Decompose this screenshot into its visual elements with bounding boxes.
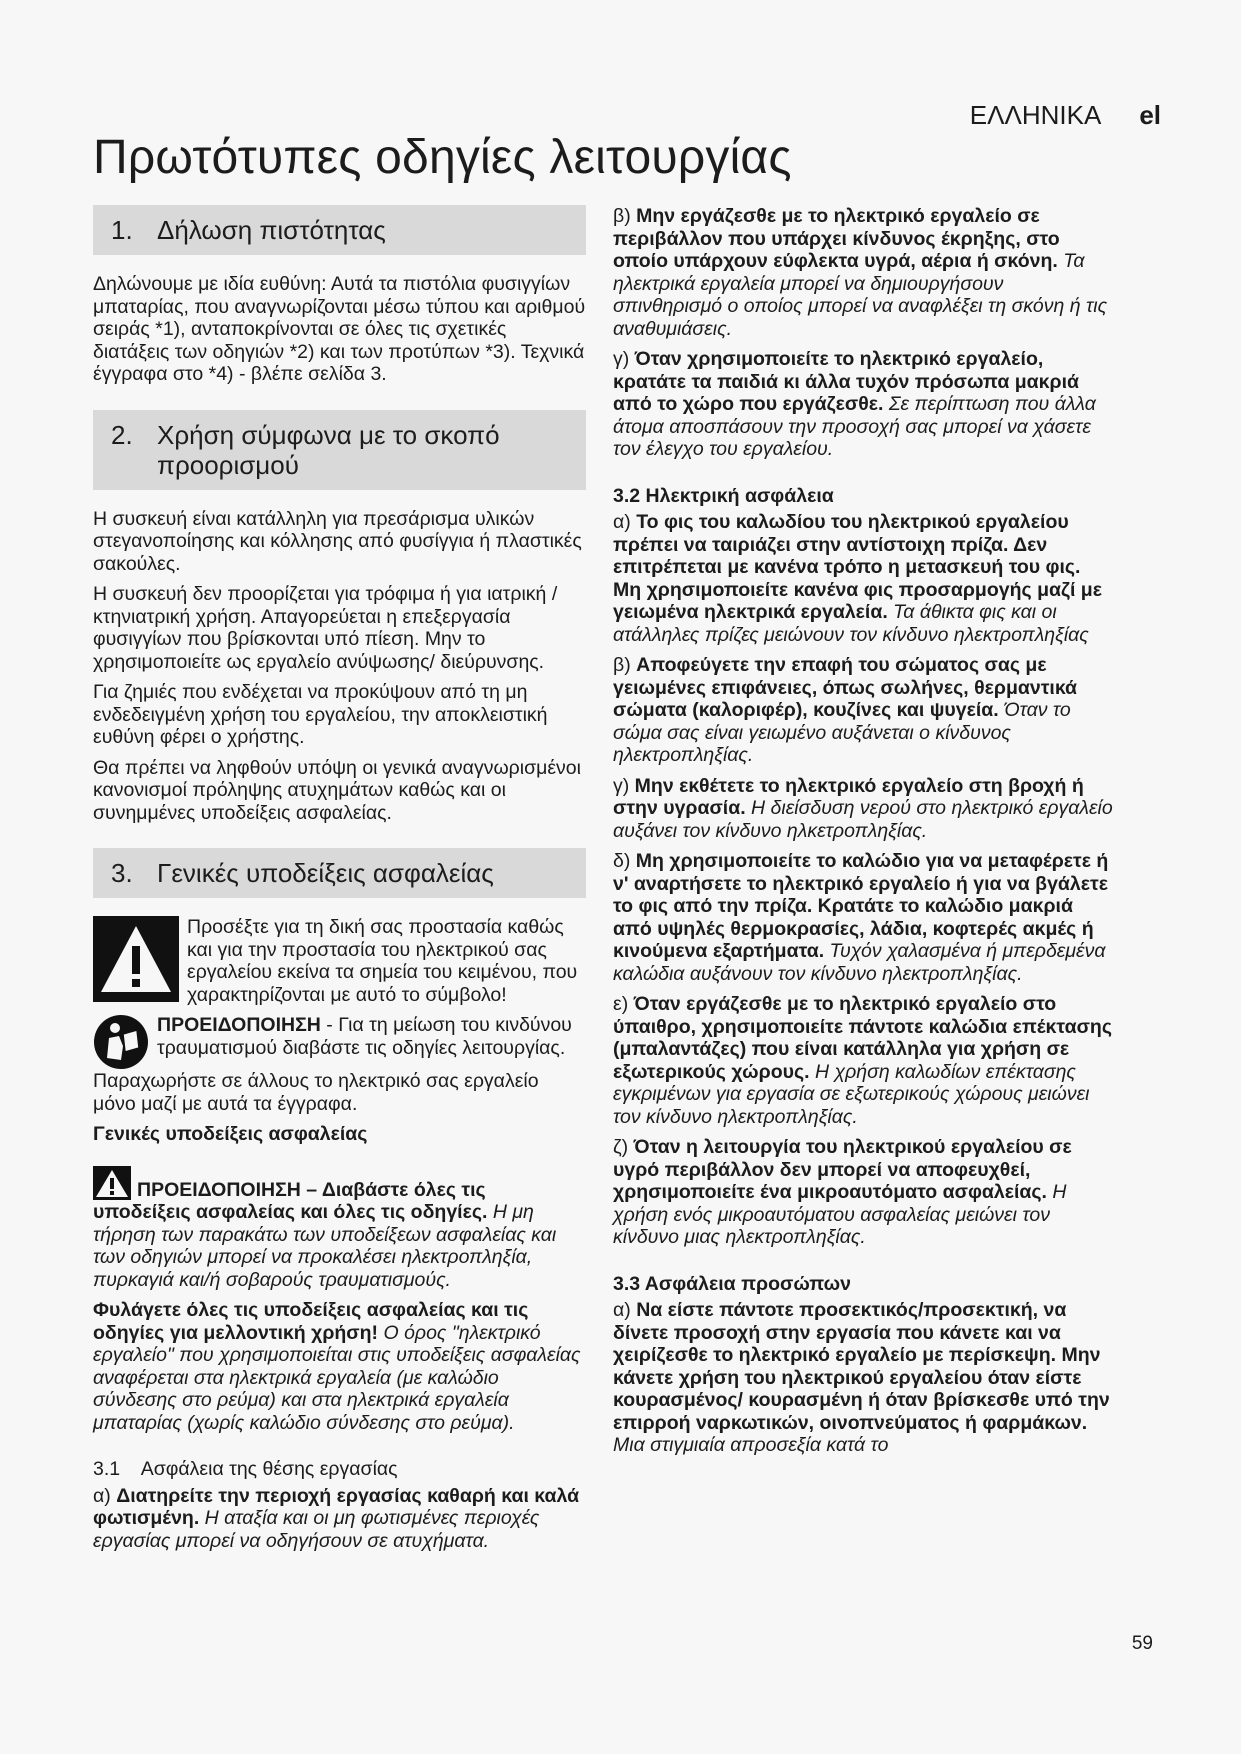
page-title: Πρωτότυπες οδηγίες λειτουργίας [93, 131, 792, 184]
small-warning-icon [93, 1166, 131, 1200]
warning-symbol-note: Προσέξτε για τη δική σας προστασία καθώς και για την προστασία του ηλεκτρικού σας εργαλείου εκείνα τα σημεία του κειμένου, που χαρακτηρίζονται με αυτό το σύμβολο! [93, 916, 586, 1014]
personal-safety-heading: 3.3 Ασφάλεια προσώπων [613, 1272, 851, 1295]
section-3-heading: 3. Γενικές υποδείξεις ασφαλείας [93, 848, 586, 898]
language-header [970, 100, 1161, 131]
workplace-item-b: β) Μην εργάζεσθε με το ηλεκτρικό εργαλείο σε περιβάλλον που υπάρχει κίνδυνος έκρηξης, στο οποίο υπάρχουν εύφλεκτα υγρά, αέρια ή σκόνη. Τα ηλεκτρικά εργαλεία μπορεί να δημιουργήσουν σπινθηρισμό ο οποίος μπορεί να αναφλέξει τη σκόνη ή τις αναθυμιάσεις. [613, 205, 1108, 340]
keep-instructions: Φυλάγετε όλες τις υποδείξεις ασφαλείας και τις οδηγίες για μελλοντική χρήση! Ο όρος "ηλεκτρικό εργαλείο" που χρησιμοποιείται στις υποδείξεις ασφαλείας αναφέρεται στα ηλεκτρικά εργαλεία (με καλώδιο σύνδεσης στο ρεύμα) και στα ηλεκτρικά εργαλεία μπαταρίας (χωρίς καλώδιο σύνδεσης στο ρεύμα). [93, 1299, 581, 1434]
personal-item-a: α) Να είστε πάντοτε προσεκτικός/προσεκτική, να δίνετε προσοχή στην εργασία που κάνετε και να χειρίζεσθε το ηλεκτρικό εργαλείο με περίσκεψη. Μην κάνετε χρήση του ηλεκτρικού εργαλείου όταν είστε κουρασμένος/ κουρασμένη ή όταν βρίσκεσθε υπό την επιρροή ναρκωτικών, οινοπνεύματος ή φαρμάκων. Μια στιγμιαία απροσεξία κατά το [613, 1299, 1110, 1456]
language-label: ΕΛΛΗΝΙΚΑ [969, 100, 1102, 130]
workplace-safety-heading: 3.1 Ασφάλεια της θέσης εργασίας [93, 1458, 398, 1480]
intended-use-p4: Θα πρέπει να ληφθούν υπόψη οι γενικά αναγνωρισμένοι κανονισμοί πρόληψης ατυχημάτων καθώς και οι συνημμένες υποδείξεις ασφαλείας. [93, 756, 581, 824]
declaration-text: Δηλώνουμε με ιδία ευθύνη: Αυτά τα πιστόλια φυσιγγίων μπαταρίας, που αναγνωρίζονται μέσω τύπου και αριθμού σειράς *1), ανταποκρίνονται σε όλες τις σχετικές διατάξεις των οδηγιών *2) και των προτύπων *3). Τεχνικά έγγραφα στο *4) - βλέπε σελίδα 3. [93, 273, 586, 385]
read-all-warning: ΠΡΟΕΙΔΟΠΟΙΗΣΗ – Διαβάστε όλες τις υποδείξεις ασφαλείας και όλες τις οδηγίες. Η μη τήρηση των παρακάτω των υποδείξεων ασφαλείας και των οδηγιών μπορεί να προκαλέσει ηλεκτροπληξία, πυρκαγιά και/ή σοβαρούς τραυματισμούς. [93, 1166, 586, 1292]
workplace-item-g: γ) Όταν χρησιμοποιείτε το ηλεκτρικό εργαλείο, κρατάτε τα παιδιά κι άλλα τυχόν πρόσωπα μακριά από το χώρο που εργάζεσθε. Σε περίπτωση που άλλα άτομα αποσπάσουν την προσοχή σας μπορεί να χάσετε τον έλεγχο του εργαλείου. [613, 348, 1096, 460]
language-code: el [1139, 100, 1161, 130]
workplace-item-a: α) Διατηρείτε την περιοχή εργασίας καθαρή και καλά φωτισμένη. Η αταξία και οι μη φωτισμένες περιοχές εργασίας μπορεί να οδηγήσουν σε ατυχήματα. [93, 1484, 580, 1552]
electrical-item-z: ζ) Όταν η λειτουργία του ηλεκτρικού εργαλείου σε υγρό περιβάλλον δεν μπορεί να αποφευχθεί, χρησιμοποιείτε ένα μικροαυτόματο ασφαλείας. Η χρήση ενός μικροαυτόματου ασφαλείας μειώνει τον κίνδυνο μιας ηλεκτροπληξίας. [613, 1136, 1072, 1248]
page-number: 59 [1131, 1633, 1153, 1654]
section-2-heading: 2. Χρήση σύμφωνα με το σκοπό προορισμού [93, 410, 586, 490]
electrical-item-e: ε) Όταν εργάζεσθε με το ηλεκτρικό εργαλείο στο ύπαιθρο, χρησιμοποιείτε πάντοτε καλώδια επέκτασης (μπαλαντάζες) που είναι κατάλληλα για χρήση σε εξωτερικούς χώρους. Η χρήση καλωδίων επέκτασης εγκριμένων για εργασία σε εξωτερικούς χώρους μειώνει τον κίνδυνο ηλεκτροπληξίας. [613, 993, 1112, 1128]
section-1-heading: 1. Δήλωση πιστότητας [93, 205, 586, 255]
intended-use-p1: Η συσκευή είναι κατάλληλη για πρεσάρισμα υλικών στεγανοποίησης και κόλλησης από φυσίγγια ή πλαστικές σακούλες. [93, 507, 582, 575]
electrical-item-d: δ) Μη χρησιμοποιείτε το καλώδιο για να μεταφέρετε ή ν' αναρτήσετε το ηλεκτρικό εργαλείο ή για να βγάλετε το φις από την πρίζα. Κρατάτε το καλώδιο μακριά από υψηλές θερμοκρασίες, λάδια, κοφτερές ακμές ή κινούμενα εξαρτήματα. Τυχόν χαλασμένα ή μπερδεμένα καλώδια αυξάνουν τον κίνδυνο ηλεκτροπληξίας. [613, 850, 1109, 985]
right-column [613, 205, 1113, 1465]
manual-warning-note: ΠΡΟΕΙΔΟΠΟΙΗΣΗ - Για τη μείωση του κινδύνου τραυματισμού διαβάστε τις οδηγίες λειτουργίας. [93, 1014, 586, 1070]
read-manual-icon [93, 1014, 149, 1070]
warning-triangle-icon [93, 916, 179, 1002]
electrical-item-a: α) Το φις του καλωδίου του ηλεκτρικού εργαλείου πρέπει να ταιριάζει στην αντίστοιχη πρίζα. Δεν επιτρέπεται με κανένα τρόπο η μετασκευή του φις. Μη χρησιμοποιείτε κανένα φις προσαρμογής μαζί με γειωμένα ηλεκτρικά εργαλεία. Τα άθικτα φις και οι ατάλληλες πρίζες μειώνουν τον κίνδυνο ηλεκτροπληξίας [613, 511, 1102, 646]
pass-on-text: Παραχωρήστε σε άλλους το ηλεκτρικό σας εργαλείο μόνο μαζί με αυτά τα έγγραφα. [93, 1070, 539, 1115]
left-column [93, 205, 586, 1560]
electrical-item-b: β) Αποφεύγετε την επαφή του σώματος σας με γειωμένες επιφάνειες, όπως σωλήνες, θερμαντικά σώματα (καλοριφέρ), κουζίνες και ψυγεία. Όταν το σώμα σας είναι γειωμένο αυξάνεται ο κίνδυνος ηλεκτροπληξίας. [613, 654, 1078, 766]
electrical-item-g: γ) Μην εκθέτετε το ηλεκτρικό εργαλείο στη βροχή ή στην υγρασία. Η διείσδυση νερού στο ηλεκτρικό εργαλείο αυξάνει τον κίνδυνο ηλκετροπληξίας. [613, 774, 1113, 842]
electrical-safety-heading: 3.2 Ηλεκτρική ασφάλεια [613, 484, 834, 507]
intended-use-p2: Η συσκευή δεν προορίζεται για τρόφιμα ή για ιατρική / κτηνιατρική χρήση. Απαγορεύεται η επεξεργασία φυσιγγίων που βρίσκονται υπό πίεση. Μην το χρησιμοποιείτε ως εργαλείο ανύψωσης/ διεύρυνσης. [93, 583, 558, 673]
intended-use-p3: Για ζημιές που ενδέχεται να προκύψουν από τη μη ενδεδειγμένη χρήση του εργαλείου, την αποκλειστική ευθύνη φέρει ο χρήστης. [93, 681, 548, 748]
general-safety-subheading: Γενικές υποδείξεις ασφαλείας [93, 1123, 368, 1145]
